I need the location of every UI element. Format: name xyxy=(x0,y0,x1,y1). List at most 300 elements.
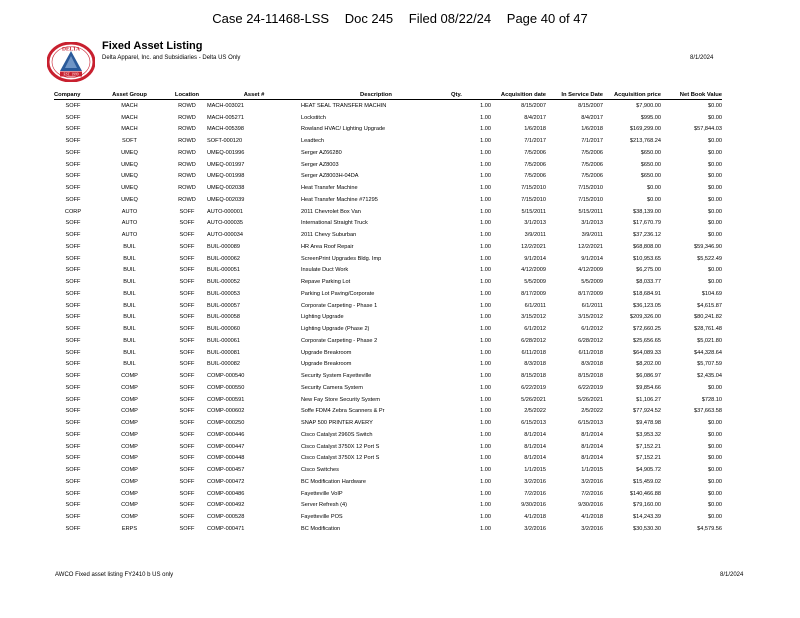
asset-group-cell: COMP xyxy=(121,373,138,380)
location-cell: SOFF xyxy=(179,208,195,215)
acquisition-date-cell: 8/1/2014 xyxy=(524,443,546,450)
asset-number-cell: MACH-003021 xyxy=(207,102,244,109)
acquisition-date-cell: 6/11/2018 xyxy=(521,349,546,356)
company-cell: SOFF xyxy=(65,467,81,474)
acquisition-date-cell: 7/5/2006 xyxy=(524,161,546,168)
company-cell: SOFF xyxy=(65,149,81,156)
asset-group-cell: COMP xyxy=(121,420,138,427)
column-header: Company xyxy=(54,88,92,100)
description-cell: International Straight Truck xyxy=(301,220,368,227)
column-header: Qty. xyxy=(451,88,491,100)
acquisition-price-cell: $3,953.32 xyxy=(636,431,661,438)
company-cell: SOFF xyxy=(65,290,81,297)
in-service-date-cell: 7/15/2010 xyxy=(578,185,603,192)
in-service-date-cell: 2/5/2022 xyxy=(581,408,603,415)
asset-group-cell: COMP xyxy=(121,490,138,497)
asset-group-cell: UMEQ xyxy=(121,173,138,180)
asset-group-cell: COMP xyxy=(121,502,138,509)
asset-group-cell: BUIL xyxy=(123,243,136,250)
net-book-value-cell: $0.00 xyxy=(708,467,722,474)
company-cell: SOFF xyxy=(65,502,81,509)
acquisition-price-cell: $140,466.88 xyxy=(629,490,661,497)
net-book-value-cell: $0.00 xyxy=(708,138,722,145)
qty-cell: 1.00 xyxy=(480,220,491,227)
asset-group-cell: UMEQ xyxy=(121,161,138,168)
description-cell: SNAP 500 PRINTER AVERY xyxy=(301,420,373,427)
asset-group-cell: AUTO xyxy=(121,220,138,227)
company-cell: SOFF xyxy=(65,161,81,168)
description-cell: Soffe FDM4 Zebra Scanners & Pr xyxy=(301,408,385,415)
asset-group-cell: BUIL xyxy=(123,267,136,274)
acquisition-date-cell: 9/1/2014 xyxy=(524,255,546,262)
acquisition-date-cell: 3/1/2013 xyxy=(524,220,546,227)
column-header: Asset Group xyxy=(92,88,167,100)
asset-group-cell: COMP xyxy=(121,431,138,438)
in-service-date-cell: 8/4/2017 xyxy=(581,114,603,121)
in-service-date-cell: 7/5/2006 xyxy=(581,173,603,180)
company-cell: SOFF xyxy=(65,173,81,180)
in-service-date-cell: 7/1/2017 xyxy=(581,138,603,145)
asset-number-cell: BUIL-000058 xyxy=(207,314,240,321)
net-book-value-cell: $28,761.48 xyxy=(694,326,722,333)
net-book-value-cell: $5,522.49 xyxy=(697,255,722,262)
location-cell: SOFF xyxy=(179,396,195,403)
description-cell: Parking Lot Paving/Corporate xyxy=(301,290,375,297)
qty-cell: 1.00 xyxy=(480,349,491,356)
table-row xyxy=(54,241,722,253)
in-service-date-cell: 3/2/2016 xyxy=(581,478,603,485)
in-service-date-cell: 6/15/2013 xyxy=(578,420,603,427)
asset-number-cell: COMP-000448 xyxy=(207,455,245,462)
company-cell: SOFF xyxy=(65,514,81,521)
company-cell: SOFF xyxy=(65,326,81,333)
table-row xyxy=(54,229,722,241)
report-date: 8/1/2024 xyxy=(690,55,714,61)
location-cell: ROWD xyxy=(178,196,196,203)
company-cell: SOFF xyxy=(65,279,81,286)
company-cell: SOFF xyxy=(65,443,81,450)
asset-number-cell: MACH-005398 xyxy=(207,126,244,133)
location-cell: SOFF xyxy=(179,302,195,309)
acquisition-date-cell: 4/12/2009 xyxy=(521,267,546,274)
description-cell: Fayetteville VoIP xyxy=(301,490,343,497)
qty-cell: 1.00 xyxy=(480,302,491,309)
location-cell: SOFF xyxy=(179,349,195,356)
table-row xyxy=(54,488,722,500)
qty-cell: 1.00 xyxy=(480,196,491,203)
qty-cell: 1.00 xyxy=(480,279,491,286)
net-book-value-cell: $104.69 xyxy=(701,290,722,297)
company-cell: SOFF xyxy=(65,102,81,109)
table-row xyxy=(54,112,722,124)
table-row xyxy=(54,453,722,465)
qty-cell: 1.00 xyxy=(480,490,491,497)
in-service-date-cell: 6/28/2012 xyxy=(578,337,603,344)
location-cell: SOFF xyxy=(179,220,195,227)
net-book-value-cell: $4,579.56 xyxy=(697,525,722,532)
net-book-value-cell: $0.00 xyxy=(708,384,722,391)
acquisition-date-cell: 6/22/2019 xyxy=(521,384,546,391)
location-cell: SOFF xyxy=(179,443,195,450)
qty-cell: 1.00 xyxy=(480,185,491,192)
company-cell: SOFF xyxy=(65,185,81,192)
company-cell: SOFF xyxy=(65,337,81,344)
acquisition-date-cell: 5/5/2009 xyxy=(524,279,546,286)
description-cell: Corporate Carpeting - Phase 2 xyxy=(301,337,378,344)
qty-cell: 1.00 xyxy=(480,149,491,156)
net-book-value-cell: $57,844.03 xyxy=(694,126,722,133)
location-cell: SOFF xyxy=(179,373,195,380)
company-cell: SOFF xyxy=(65,408,81,415)
column-header: Location xyxy=(167,88,207,100)
in-service-date-cell: 8/15/2018 xyxy=(578,373,603,380)
asset-group-cell: BUIL xyxy=(123,337,136,344)
acquisition-date-cell: 8/4/2017 xyxy=(524,114,546,121)
net-book-value-cell: $0.00 xyxy=(708,478,722,485)
company-cell: SOFF xyxy=(65,349,81,356)
asset-number-cell: UMEQ-002038 xyxy=(207,185,245,192)
acquisition-price-cell: $1,106.27 xyxy=(636,396,661,403)
asset-number-cell: COMP-000591 xyxy=(207,396,245,403)
table-row xyxy=(54,265,722,277)
in-service-date-cell: 9/30/2016 xyxy=(578,502,603,509)
in-service-date-cell: 6/11/2018 xyxy=(578,349,603,356)
location-cell: ROWD xyxy=(178,161,196,168)
acquisition-price-cell: $18,684.91 xyxy=(633,290,661,297)
asset-number-cell: BUIL-000051 xyxy=(207,267,240,274)
company-cell: SOFF xyxy=(65,478,81,485)
description-cell: Upgrade Breakroom xyxy=(301,361,352,368)
asset-number-cell: COMP-000471 xyxy=(207,525,245,532)
description-cell: Lockstitch xyxy=(301,114,326,121)
company-cell: SOFF xyxy=(65,361,81,368)
table-row xyxy=(54,347,722,359)
description-cell: Repave Parking Lot xyxy=(301,279,351,286)
description-cell: Serger AZ8003H-04DA xyxy=(301,173,359,180)
table-row xyxy=(54,206,722,218)
asset-group-cell: BUIL xyxy=(123,302,136,309)
acquisition-price-cell: $7,152.21 xyxy=(636,443,661,450)
acquisition-price-cell: $15,459.02 xyxy=(633,478,661,485)
in-service-date-cell: 12/2/2021 xyxy=(578,243,603,250)
qty-cell: 1.00 xyxy=(480,431,491,438)
asset-number-cell: BUIL-000053 xyxy=(207,290,240,297)
net-book-value-cell: $0.00 xyxy=(708,267,722,274)
acquisition-price-cell: $9,478.98 xyxy=(636,420,661,427)
acquisition-price-cell: $4,905.72 xyxy=(636,467,661,474)
in-service-date-cell: 7/5/2006 xyxy=(581,149,603,156)
description-cell: Leadtech xyxy=(301,138,325,145)
acquisition-date-cell: 7/2/2016 xyxy=(524,490,546,497)
net-book-value-cell: $37,663.58 xyxy=(694,408,722,415)
acquisition-price-cell: $37,236.12 xyxy=(633,232,661,239)
acquisition-price-cell: $72,660.25 xyxy=(633,326,661,333)
qty-cell: 1.00 xyxy=(480,443,491,450)
description-cell: Heat Transfer Machine #71295 xyxy=(301,196,378,203)
asset-group-cell: COMP xyxy=(121,467,138,474)
company-cell: SOFF xyxy=(65,525,81,532)
table-row xyxy=(54,441,722,453)
qty-cell: 1.00 xyxy=(480,208,491,215)
asset-number-cell: AUTO-000001 xyxy=(207,208,243,215)
description-cell: BC Modification Hardware xyxy=(301,478,366,485)
description-cell: Lighting Upgrade (Phase 2) xyxy=(301,326,370,333)
asset-group-cell: COMP xyxy=(121,384,138,391)
qty-cell: 1.00 xyxy=(480,467,491,474)
net-book-value-cell: $0.00 xyxy=(708,161,722,168)
filed-date: Filed 08/22/24 xyxy=(408,11,492,26)
in-service-date-cell: 3/2/2016 xyxy=(581,525,603,532)
table-row xyxy=(54,312,722,324)
asset-number-cell: BUIL-000082 xyxy=(207,361,240,368)
table-row xyxy=(54,288,722,300)
asset-number-cell: COMP-000492 xyxy=(207,502,245,509)
table-row xyxy=(54,147,722,159)
asset-group-cell: COMP xyxy=(121,478,138,485)
description-cell: HR Area Roof Repair xyxy=(301,243,354,250)
acquisition-date-cell: 12/2/2021 xyxy=(521,243,546,250)
acquisition-price-cell: $8,033.77 xyxy=(636,279,661,286)
location-cell: SOFF xyxy=(179,502,195,509)
net-book-value-cell: $2,435.04 xyxy=(697,373,722,380)
asset-group-cell: COMP xyxy=(121,408,138,415)
table-row xyxy=(54,182,722,194)
qty-cell: 1.00 xyxy=(480,326,491,333)
asset-number-cell: AUTO-000034 xyxy=(207,232,243,239)
report-subtitle: Delta Apparel, Inc. and Subsidiaries - Delta US Only xyxy=(102,55,241,61)
acquisition-price-cell: $650.00 xyxy=(640,149,661,156)
acquisition-date-cell: 6/1/2012 xyxy=(524,326,546,333)
acquisition-price-cell: $77,924.52 xyxy=(633,408,661,415)
description-cell: Cisco Catalyst 3750X 12 Port S xyxy=(301,455,380,462)
acquisition-date-cell: 6/1/2011 xyxy=(524,302,546,309)
description-cell: Serger AZ66280 xyxy=(301,149,342,156)
description-cell: Fayetteville POS xyxy=(301,514,343,521)
acquisition-price-cell: $10,953.65 xyxy=(633,255,661,262)
asset-number-cell: COMP-000446 xyxy=(207,431,245,438)
qty-cell: 1.00 xyxy=(480,525,491,532)
acquisition-date-cell: 7/5/2006 xyxy=(524,173,546,180)
asset-group-cell: AUTO xyxy=(121,232,138,239)
qty-cell: 1.00 xyxy=(480,243,491,250)
footer-date: 8/1/2024 xyxy=(720,572,744,578)
location-cell: SOFF xyxy=(179,478,195,485)
description-cell: Corporate Carpeting - Phase 1 xyxy=(301,302,378,309)
page-number: Page 40 of 47 xyxy=(506,11,588,26)
company-cell: SOFF xyxy=(65,138,81,145)
net-book-value-cell: $0.00 xyxy=(708,232,722,239)
acquisition-price-cell: $213,768.24 xyxy=(629,138,661,145)
case-header xyxy=(0,11,800,26)
table-body xyxy=(54,100,722,535)
asset-number-cell: SOFT-000120 xyxy=(207,138,243,145)
acquisition-price-cell: $209,326.00 xyxy=(629,314,661,321)
company-cell: SOFF xyxy=(65,455,81,462)
table-row xyxy=(54,323,722,335)
qty-cell: 1.00 xyxy=(480,455,491,462)
in-service-date-cell: 7/5/2006 xyxy=(581,161,603,168)
asset-number-cell: UMEQ-001998 xyxy=(207,173,245,180)
table-row xyxy=(54,171,722,183)
qty-cell: 1.00 xyxy=(480,126,491,133)
in-service-date-cell: 8/17/2009 xyxy=(578,290,603,297)
table-header-row xyxy=(54,88,722,100)
company-cell: CORP xyxy=(64,208,82,215)
acquisition-date-cell: 3/2/2016 xyxy=(524,525,546,532)
column-header: Acquisition date xyxy=(491,88,546,100)
acquisition-date-cell: 8/1/2014 xyxy=(524,431,546,438)
asset-number-cell: COMP-000528 xyxy=(207,514,245,521)
acquisition-date-cell: 7/15/2010 xyxy=(521,185,546,192)
acquisition-price-cell: $650.00 xyxy=(640,173,661,180)
net-book-value-cell: $0.00 xyxy=(708,149,722,156)
net-book-value-cell: $0.00 xyxy=(708,220,722,227)
table-row xyxy=(54,500,722,512)
company-cell: SOFF xyxy=(65,490,81,497)
qty-cell: 1.00 xyxy=(480,361,491,368)
delta-logo xyxy=(47,42,95,82)
acquisition-price-cell: $650.00 xyxy=(640,161,661,168)
description-cell: ScreenPrint Upgrades Bldg. Imp xyxy=(301,255,382,262)
acquisition-date-cell: 8/17/2009 xyxy=(521,290,546,297)
net-book-value-cell: $0.00 xyxy=(708,208,722,215)
asset-group-cell: MACH xyxy=(121,114,138,121)
acquisition-date-cell: 7/5/2006 xyxy=(524,149,546,156)
location-cell: ROWD xyxy=(178,126,196,133)
description-cell: BC Modification xyxy=(301,525,341,532)
location-cell: SOFF xyxy=(179,255,195,262)
table-row xyxy=(54,382,722,394)
qty-cell: 1.00 xyxy=(480,114,491,121)
net-book-value-cell: $728.10 xyxy=(701,396,722,403)
description-cell: Upgrade Breakroom xyxy=(301,349,352,356)
qty-cell: 1.00 xyxy=(480,314,491,321)
table-row xyxy=(54,124,722,136)
net-book-value-cell: $4,615.87 xyxy=(697,302,722,309)
acquisition-date-cell: 5/26/2021 xyxy=(521,396,546,403)
asset-group-cell: BUIL xyxy=(123,349,136,356)
acquisition-date-cell: 4/1/2018 xyxy=(524,514,546,521)
description-cell: Cisco Catalyst 2960S Switch xyxy=(301,431,373,438)
description-cell: New Fay Store Security System xyxy=(301,396,380,403)
net-book-value-cell: $0.00 xyxy=(708,502,722,509)
in-service-date-cell: 4/12/2009 xyxy=(578,267,603,274)
in-service-date-cell: 7/2/2016 xyxy=(581,490,603,497)
qty-cell: 1.00 xyxy=(480,408,491,415)
asset-group-cell: MACH xyxy=(121,126,138,133)
qty-cell: 1.00 xyxy=(480,514,491,521)
net-book-value-cell: $0.00 xyxy=(708,443,722,450)
in-service-date-cell: 6/1/2011 xyxy=(581,302,603,309)
asset-number-cell: UMEQ-001996 xyxy=(207,149,245,156)
column-header: Description xyxy=(301,88,451,100)
table-row xyxy=(54,370,722,382)
doc-number: Doc 245 xyxy=(344,11,394,26)
asset-number-cell: COMP-000472 xyxy=(207,478,245,485)
qty-cell: 1.00 xyxy=(480,161,491,168)
in-service-date-cell: 5/5/2009 xyxy=(581,279,603,286)
acquisition-price-cell: $6,275.00 xyxy=(636,267,661,274)
acquisition-date-cell: 1/1/2015 xyxy=(524,467,546,474)
location-cell: SOFF xyxy=(179,243,195,250)
asset-number-cell: COMP-000447 xyxy=(207,443,245,450)
asset-group-cell: ERPS xyxy=(121,525,138,532)
column-header: In Service Date xyxy=(546,88,603,100)
table-row xyxy=(54,523,722,535)
description-cell: Rowland HVAC/ Lighting Upgrade xyxy=(301,126,386,133)
asset-group-cell: COMP xyxy=(121,514,138,521)
acquisition-price-cell: $169,299.00 xyxy=(629,126,661,133)
asset-number-cell: BUIL-000052 xyxy=(207,279,240,286)
qty-cell: 1.00 xyxy=(480,384,491,391)
table-row xyxy=(54,394,722,406)
company-cell: SOFF xyxy=(65,255,81,262)
in-service-date-cell: 8/15/2007 xyxy=(578,102,603,109)
table-row xyxy=(54,429,722,441)
qty-cell: 1.00 xyxy=(480,255,491,262)
company-cell: SOFF xyxy=(65,431,81,438)
location-cell: SOFF xyxy=(179,420,195,427)
acquisition-price-cell: $30,530.30 xyxy=(633,525,661,532)
description-cell: Lighting Upgrade xyxy=(301,314,344,321)
in-service-date-cell: 8/1/2014 xyxy=(581,455,603,462)
net-book-value-cell: $0.00 xyxy=(708,431,722,438)
asset-group-cell: BUIL xyxy=(123,326,136,333)
acquisition-price-cell: $25,656.65 xyxy=(633,337,661,344)
asset-number-cell: COMP-000486 xyxy=(207,490,245,497)
table-row xyxy=(54,335,722,347)
asset-number-cell: COMP-000602 xyxy=(207,408,245,415)
in-service-date-cell: 8/1/2014 xyxy=(581,443,603,450)
company-cell: SOFF xyxy=(65,384,81,391)
location-cell: SOFF xyxy=(179,467,195,474)
asset-group-cell: BUIL xyxy=(123,314,136,321)
net-book-value-cell: $0.00 xyxy=(708,455,722,462)
table-row xyxy=(54,417,722,429)
asset-number-cell: BUIL-000060 xyxy=(207,326,240,333)
location-cell: SOFF xyxy=(179,384,195,391)
acquisition-date-cell: 2/5/2022 xyxy=(524,408,546,415)
footer-file-label: AWCO Fixed asset listing FY2410 b US only xyxy=(55,572,174,578)
qty-cell: 1.00 xyxy=(480,478,491,485)
net-book-value-cell: $0.00 xyxy=(708,114,722,121)
qty-cell: 1.00 xyxy=(480,102,491,109)
acquisition-date-cell: 1/6/2018 xyxy=(524,126,546,133)
acquisition-date-cell: 8/15/2007 xyxy=(521,102,546,109)
company-cell: SOFF xyxy=(65,243,81,250)
net-book-value-cell: $80,241.82 xyxy=(694,314,722,321)
svg-text:EST. 1999: EST. 1999 xyxy=(63,72,79,77)
location-cell: SOFF xyxy=(179,525,195,532)
location-cell: SOFF xyxy=(179,490,195,497)
description-cell: Insulate Duct Work xyxy=(301,267,349,274)
table-row xyxy=(54,100,722,112)
table-row xyxy=(54,253,722,265)
asset-number-cell: COMP-000250 xyxy=(207,420,245,427)
acquisition-price-cell: $8,202.00 xyxy=(636,361,661,368)
location-cell: ROWD xyxy=(178,138,196,145)
qty-cell: 1.00 xyxy=(480,396,491,403)
location-cell: SOFF xyxy=(179,337,195,344)
description-cell: 2011 Chevrolet Box Van xyxy=(301,208,361,215)
asset-group-cell: AUTO xyxy=(121,208,138,215)
acquisition-date-cell: 8/15/2018 xyxy=(521,373,546,380)
description-cell: 2011 Chevy Suburban xyxy=(301,232,357,239)
qty-cell: 1.00 xyxy=(480,502,491,509)
qty-cell: 1.00 xyxy=(480,267,491,274)
table-row xyxy=(54,300,722,312)
asset-group-cell: MACH xyxy=(121,102,138,109)
